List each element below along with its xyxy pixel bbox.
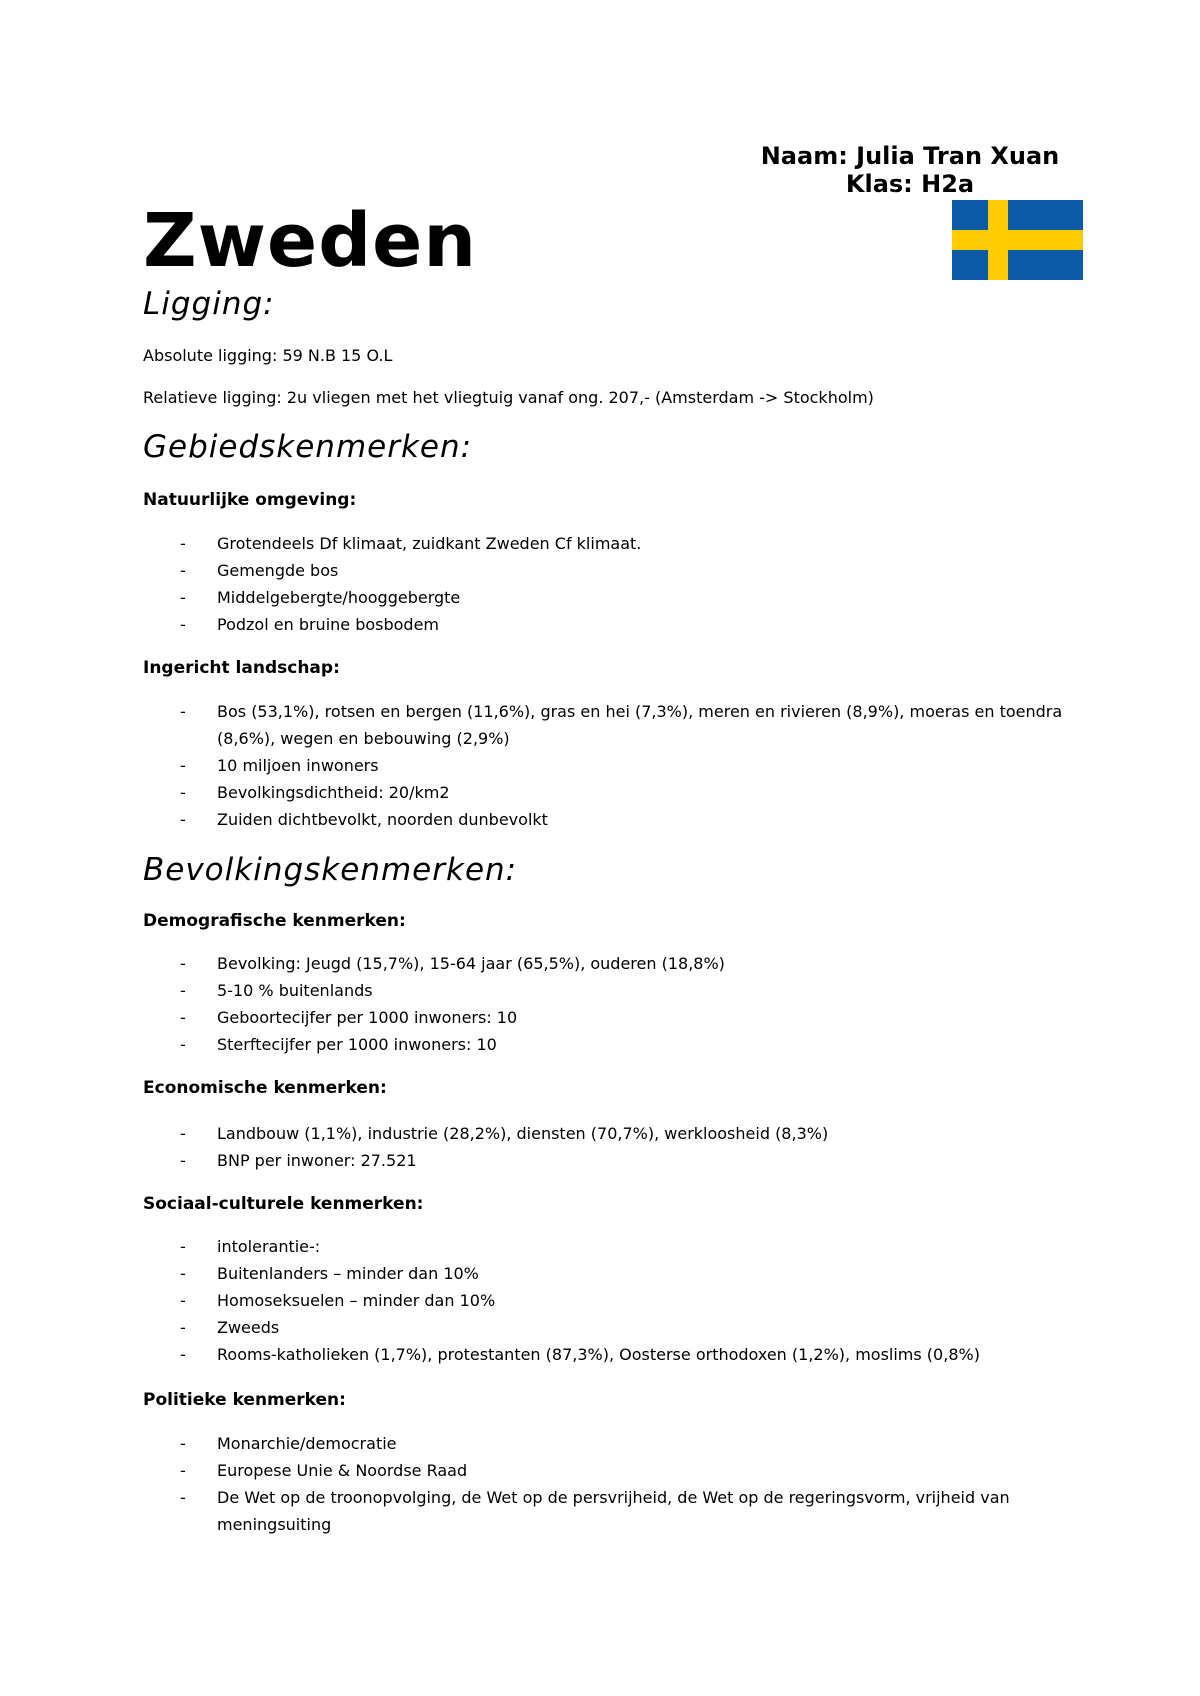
relatieve-ligging: Relatieve ligging: 2u vliegen met het vliegtuig vanaf ong. 207,- (Amsterdam -> Stockholm) bbox=[143, 388, 874, 407]
bullet-dash: - bbox=[180, 1488, 186, 1507]
list-item: - Bos (53,1%), rotsen en bergen (11,6%), gras en hei (7,3%), meren en rivieren (8,9%), moeras en toendra (8,6%), wegen en bebouwing (2,9%) bbox=[180, 698, 1080, 752]
list-item: - Buitenlanders – minder dan 10% bbox=[180, 1260, 1080, 1287]
bullet-dash: - bbox=[180, 561, 186, 580]
heading-ingericht-landschap: Ingericht landschap: bbox=[143, 658, 340, 678]
bullet-dash: - bbox=[180, 810, 186, 829]
list-item: - Bevolkingsdichtheid: 20/km2 bbox=[180, 779, 1080, 806]
list-item: - Europese Unie & Noordse Raad bbox=[180, 1457, 1080, 1484]
bullet-dash: - bbox=[180, 1318, 186, 1337]
absolute-ligging: Absolute ligging: 59 N.B 15 O.L bbox=[143, 346, 393, 365]
list-item: - Bevolking: Jeugd (15,7%), 15-64 jaar (65,5%), ouderen (18,8%) bbox=[180, 950, 1080, 977]
bullet-dash: - bbox=[180, 756, 186, 775]
list-item: - Geboortecijfer per 1000 inwoners: 10 bbox=[180, 1004, 1080, 1031]
list-item: - Landbouw (1,1%), industrie (28,2%), diensten (70,7%), werkloosheid (8,3%) bbox=[180, 1120, 1080, 1147]
heading-economische-kenmerken: Economische kenmerken: bbox=[143, 1078, 387, 1098]
list-item: - intolerantie-: bbox=[180, 1233, 1080, 1260]
bullet-dash: - bbox=[180, 1291, 186, 1310]
list-demografische-kenmerken bbox=[180, 950, 1080, 1058]
student-name: Naam: Julia Tran Xuan bbox=[760, 142, 1060, 170]
bullet-dash: - bbox=[180, 702, 186, 721]
heading-ligging: Ligging: bbox=[143, 286, 275, 322]
list-politieke-kenmerken bbox=[180, 1430, 1080, 1538]
list-item: - Homoseksuelen – minder dan 10% bbox=[180, 1287, 1080, 1314]
list-economische-kenmerken bbox=[180, 1120, 1080, 1174]
heading-demografische-kenmerken: Demografische kenmerken: bbox=[143, 911, 406, 931]
list-item: - Grotendeels Df klimaat, zuidkant Zweden Cf klimaat. bbox=[180, 530, 1080, 557]
bullet-dash: - bbox=[180, 1151, 186, 1170]
list-item: - Gemengde bos bbox=[180, 557, 1080, 584]
heading-gebiedskenmerken: Gebiedskenmerken: bbox=[143, 429, 473, 465]
document-title: Zweden bbox=[143, 198, 478, 284]
bullet-dash: - bbox=[180, 534, 186, 553]
list-item: - Monarchie/democratie bbox=[180, 1430, 1080, 1457]
bullet-dash: - bbox=[180, 615, 186, 634]
bullet-dash: - bbox=[180, 1237, 186, 1256]
list-ingericht-landschap bbox=[180, 698, 1080, 833]
bullet-dash: - bbox=[180, 588, 186, 607]
list-item: - Podzol en bruine bosbodem bbox=[180, 611, 1080, 638]
list-item: - 5-10 % buitenlands bbox=[180, 977, 1080, 1004]
bullet-dash: - bbox=[180, 1124, 186, 1143]
bullet-dash: - bbox=[180, 981, 186, 1000]
list-item: - 10 miljoen inwoners bbox=[180, 752, 1080, 779]
list-item: - Zweeds bbox=[180, 1314, 1080, 1341]
flag-cross-horizontal bbox=[952, 230, 1083, 250]
bullet-dash: - bbox=[180, 1345, 186, 1364]
bullet-dash: - bbox=[180, 1264, 186, 1283]
list-item: - De Wet op de troonopvolging, de Wet op de persvrijheid, de Wet op de regeringsvorm, vrijheid van meningsuiting bbox=[180, 1484, 1080, 1538]
heading-bevolkingskenmerken: Bevolkingskenmerken: bbox=[143, 852, 518, 888]
heading-natuurlijke-omgeving: Natuurlijke omgeving: bbox=[143, 490, 357, 510]
bullet-dash: - bbox=[180, 1008, 186, 1027]
sweden-flag-icon bbox=[952, 200, 1083, 280]
bullet-dash: - bbox=[180, 954, 186, 973]
list-item: - Rooms-katholieken (1,7%), protestanten (87,3%), Oosterse orthodoxen (1,2%), moslims (0,8%) bbox=[180, 1341, 1080, 1368]
bullet-dash: - bbox=[180, 1035, 186, 1054]
bullet-dash: - bbox=[180, 1461, 186, 1480]
heading-politieke-kenmerken: Politieke kenmerken: bbox=[143, 1390, 346, 1410]
list-sociaal-culturele-kenmerken bbox=[180, 1233, 1080, 1368]
list-item: - BNP per inwoner: 27.521 bbox=[180, 1147, 1080, 1174]
list-natuurlijke-omgeving bbox=[180, 530, 1080, 638]
bullet-dash: - bbox=[180, 1434, 186, 1453]
student-info bbox=[760, 142, 1060, 198]
heading-sociaal-culturele-kenmerken: Sociaal-culturele kenmerken: bbox=[143, 1194, 424, 1214]
bullet-dash: - bbox=[180, 783, 186, 802]
student-class: Klas: H2a bbox=[845, 170, 975, 198]
list-item: - Sterftecijfer per 1000 inwoners: 10 bbox=[180, 1031, 1080, 1058]
list-item: - Middelgebergte/hooggebergte bbox=[180, 584, 1080, 611]
list-item: - Zuiden dichtbevolkt, noorden dunbevolkt bbox=[180, 806, 1080, 833]
